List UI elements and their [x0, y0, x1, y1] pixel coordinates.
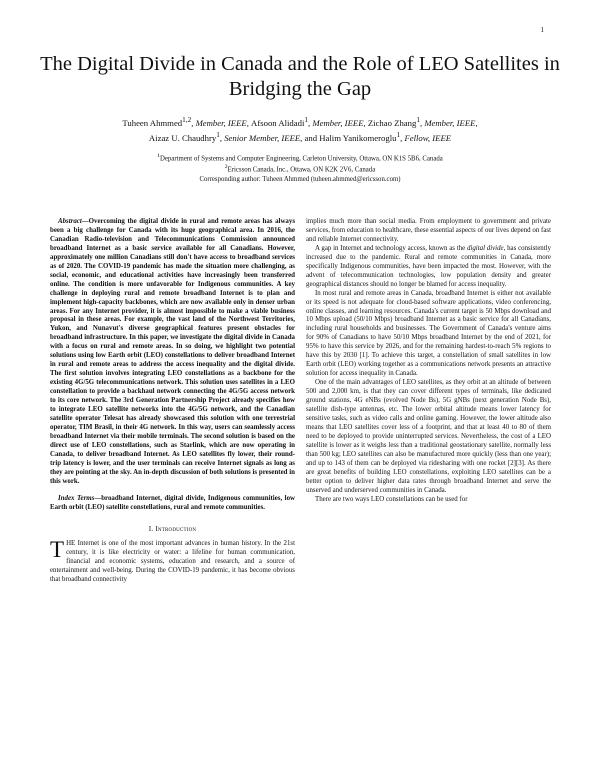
- author-role: , Member, IEEE,: [191, 117, 252, 128]
- intro-text: Internet is one of the most important advances in human history. In the 21st century, it is like electricity or water: a lifeline for human communication, financial and economic systems, education and research, and a source of entertainment and well-being. During the COVID-19 pandemic, it has become obvious that broadband connectivity: [50, 540, 295, 584]
- corresponding-author: Corresponding author: Tuheen Ahmmed (tuheen.ahmmed@ericsson.com): [199, 175, 401, 183]
- abstract: [50, 218, 295, 487]
- left-column: [50, 218, 295, 585]
- first-word-rest: HE: [66, 540, 76, 548]
- author-list: [40, 114, 560, 144]
- emphasized-term: digital divide: [466, 244, 504, 252]
- body-paragraph: One of the main advantages of LEO satellites, as they orbit at an altitude of between 500 and 2,000 km, is that they can cover different types of terminals, like dedicated ground stations, 4G eNBs (evolved Node Bs), 5G gNBs (next generation Node Bs), satellite dish-type antennas, etc. The lower orbital altitude means lower latency for sensitive tasks, such as video calls and online gaming. However, the lower altitude also means that LEO satellites cover less of a footprint, and that at least 40 to 80 of them need to be deployed to provide uninterrupted services. Nevertheless, the cost of a LEO satellite is lower as it weighs less than a traditional geostationary satellite, normally less than 500 kg; LEO satellites can also be manufactured more quickly (less than one year); and up to 143 of them can be deployed via ridesharing with one rocket [2][3]. As there are great benefits of building LEO constellations, exploiting LEO satellites can be a better option to deliver higher data rates through broadband Internet and serve the unserved and underserved communities in Canada.: [306, 379, 551, 494]
- drop-cap: T: [50, 537, 65, 563]
- paragraph-text: A gap in Internet and technology access, known as the: [315, 244, 467, 252]
- author-affil-sup: 1: [396, 130, 401, 139]
- author-role: , Member, IEEE,: [308, 117, 368, 128]
- author-name: Afsoon Alidadi: [251, 117, 305, 128]
- author-line-1: [40, 114, 560, 129]
- author-affil-sup: 1: [216, 130, 220, 139]
- page-number: 1: [540, 26, 544, 34]
- affiliation-text: Ericsson Canada, Inc., Ottawa, ON K2K 2V6, Canada: [227, 166, 376, 174]
- body-paragraph: There are two ways LEO constellations can be used for: [315, 495, 468, 503]
- author-name: Tuheen Ahmmed: [122, 117, 183, 128]
- affiliation-sup: 2: [224, 164, 228, 171]
- author-role: , Member, IEEE,: [419, 117, 478, 128]
- author-name: Zichao Zhang: [367, 117, 417, 128]
- section-heading: [50, 525, 295, 534]
- body-paragraph: [306, 245, 551, 290]
- body-paragraph: implies much more than social media. From employment to government and private services, from education to healthcare, these essential aspects of our lives depend on fast and reliable Internet connectivity.: [306, 218, 551, 243]
- paragraph-text: , has consistently increased due to the pandemic. Rural and remote communities in Canada, more specifically Indigenous communities, have been impacted the most. However, with the advent of telecommunication technologies, low population density and greater geographical distances should no longer be blamed for access inequality.: [306, 244, 552, 288]
- affiliation-2: [40, 163, 560, 174]
- author-role: , Senior Member, IEEE,: [219, 132, 305, 143]
- author-name: and Halim Yanikomeroglu: [304, 132, 397, 143]
- affiliation-text: Department of Systems and Computer Engineering, Carleton University, Ottawa, ON K1S 5B6, Canada: [160, 155, 443, 163]
- affiliations: [40, 152, 560, 184]
- author-affil-sup: 1: [304, 116, 309, 124]
- body-paragraph: In most rural and remote areas in Canada, broadband Internet is either not available or its speed is not adequate for cloud-based software applications, video conferencing, online classes, and learning resources. Canada's current target is 50 Mbps download and 10 Mbps upload (50/10 Mbps) broadband Internet as a basic service for all Canadians, including rural households and businesses. The Government of Canada's venture aims for 90% of Canadians to have 50/10 Mbps broadband Internet by the end of 2021, for 95% to have this service by 2026, and for the remaining hardest-to-reach 5% regions to have this by 2030 [1]. To achieve this target, a constellation of small satellites in low Earth orbit (LEO) working together as a communications network presents an attractive solution for access inequality in Canada.: [306, 289, 551, 378]
- paper-title: The Digital Divide in Canada and the Role of LEO Satellites in Bridging the Gap: [40, 53, 560, 100]
- affiliation-1: [40, 152, 560, 163]
- intro-paragraph: [50, 537, 295, 585]
- author-affil-sup: 1: [416, 116, 420, 124]
- right-column: [306, 218, 551, 505]
- abstract-text: —Overcoming the digital divide in rural and remote areas has always been a big challenge for Canada with its huge geographical area. In 2016, the Canadian Radio-television and Telecommunications Commission announced broadband Internet as a basic service available for all Canadians. However, approximately one million Canadians still don't have access to broadband services as of 2020. The COVID-19 pandemic has made the situation more challenging, as social, economic, and educational activities have increasingly been transferred online. The condition is more unfavorable for Indigenous communities. A key challenge in deploying rural and remote broadband Internet is to plan and implement high-capacity backbones, which are now available only in denser urban areas. For any Internet provider, it is almost impossible to make a viable business proposal in these areas. For example, the vast land of the Northwest Territories, Yukon, and Nunavut's diverse geographical features present obstacles for broadband infrastructure. In this paper, we investigate the digital divide in Canada with a focus on rural and remote areas. In so doing, we highlight two potential solutions using low Earth orbit (LEO) constellations to deliver broadband Internet in rural and remote areas to address the access inequality and the digital divide. The first solution involves integrating LEO constellations as a backbone for the existing 4G/5G telecommunications network. This solution uses satellites in a LEO constellation to provide a backhaul network connecting the 4G/5G access network to its core network. The 3rd Generation Partnership Project already specifies how to integrate LEO satellite networks into the 4G/5G network, and the Canadian satellite operator Telesat has already showcased this solution with one terrestrial operator, TIM Brasil, in their 4G network. In this way, users can seamlessly access broadband Internet via their mobile terminals. The second solution is based on the direct use of LEO constellations, such as Starlink, which are now operating in Canada, to deliver broadband Internet. As LEO satellites fly lower, their round-trip latency is lower, and the user terminals can receive Internet signals as long as they are pointing at the sky. An in-depth discussion of both solutions is presented in this work.: [50, 218, 295, 485]
- section-title: Introduction: [155, 524, 197, 533]
- affiliation-sup: 1: [157, 153, 161, 159]
- index-terms: [50, 495, 295, 513]
- section-number: I.: [148, 524, 154, 533]
- author-role: , Fellow, IEEE: [400, 132, 452, 143]
- author-name: Aizaz U. Chaudhry: [148, 132, 217, 143]
- abstract-label: Abstract: [58, 218, 82, 225]
- index-terms-label: Index Terms: [58, 494, 95, 502]
- author-line-2: [40, 129, 560, 144]
- author-affil-sup: 1,2: [182, 116, 192, 124]
- index-terms-text: —broadband Internet, digital divide, Indigenous communities, low Earth orbit (LEO) satellite constellations, rural and remote communities.: [50, 494, 295, 511]
